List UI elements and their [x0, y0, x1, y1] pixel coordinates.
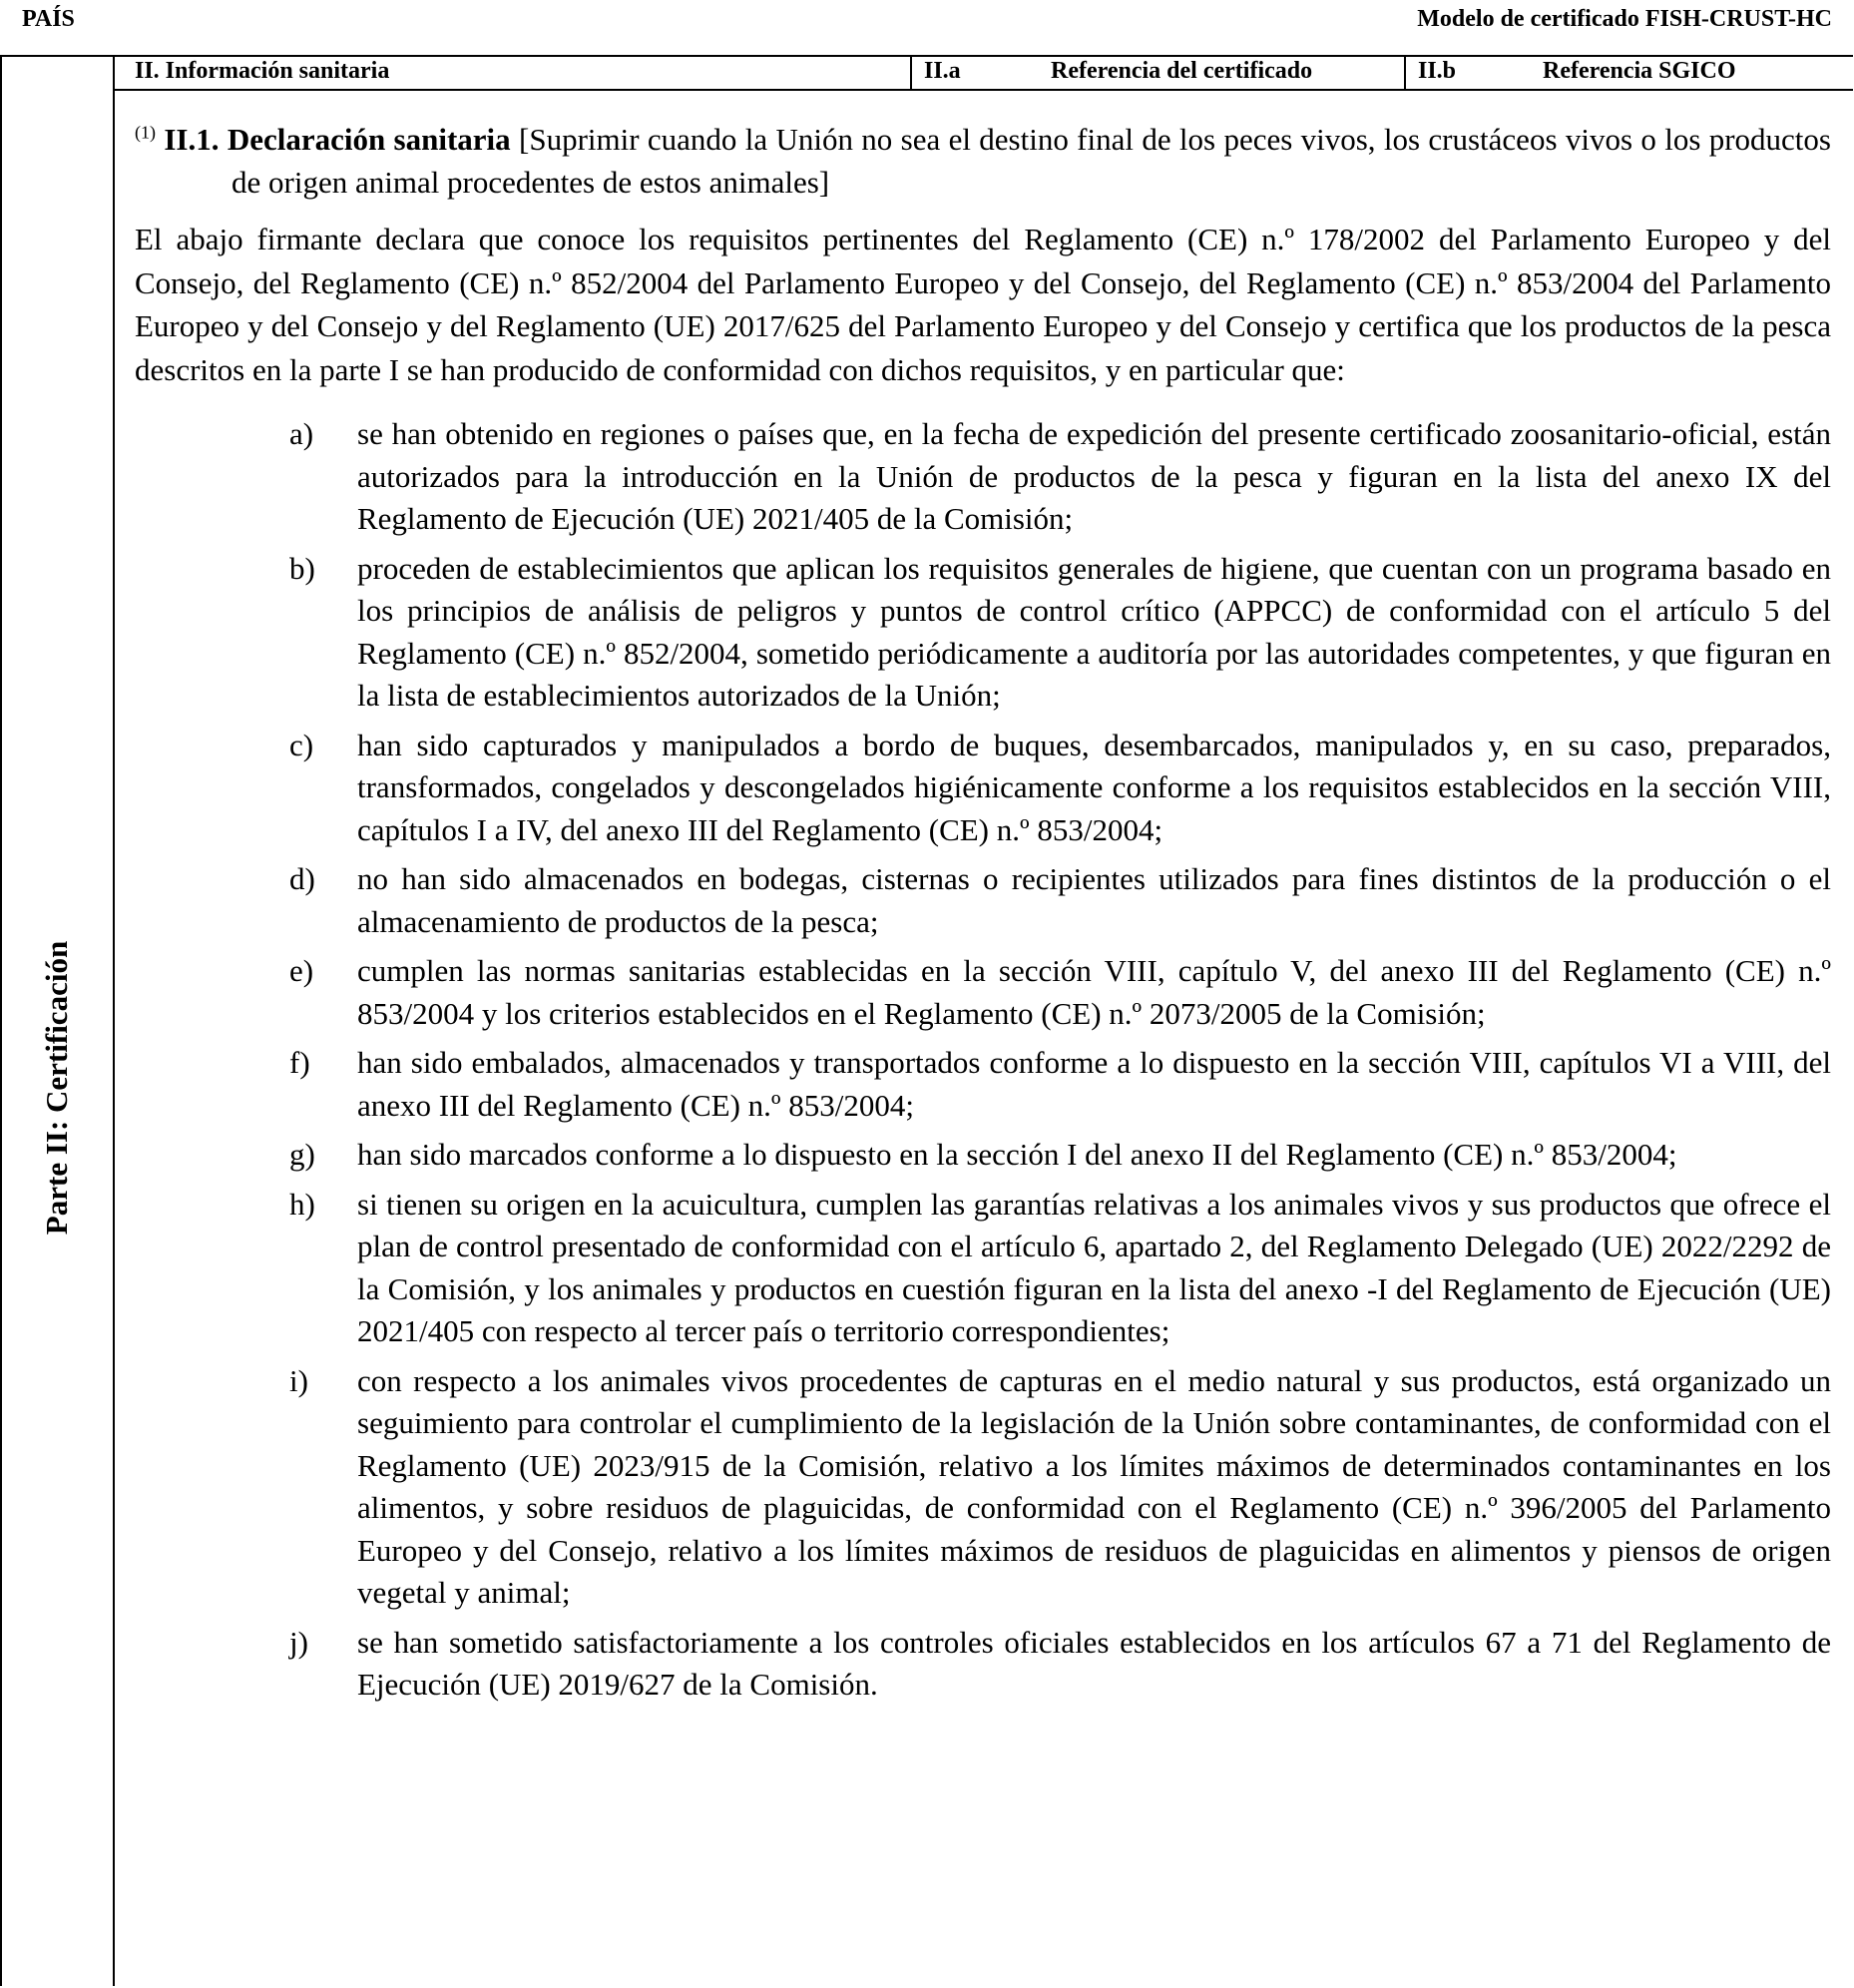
declaration-intro: El abajo firmante declara que conoce los requisitos pertinentes del Reglamento (CE) n.º 178/2002 del Parlamento Europeo y del Consejo, del Reglamento (CE) n.º 852/2004 del Parlamento Europeo y del Consejo, del Reglamento (CE) n.º 853/2004 del Parlamento Europeo y del Consejo y del Reglamento (UE) 2017/625 del Parlamento Europeo y del Consejo y certifica que los productos de la pesca descritos en la parte I se han producido de conformidad con dichos requisitos, y en particular que:	[135, 222, 1831, 387]
declaration-number: II.1.	[164, 122, 220, 157]
item-marker: g)	[289, 1137, 315, 1172]
item-text: han sido embalados, almacenados y transportados conforme a lo dispuesto en la sección VIII, capítulos VI a VIII, del anexo III del Reglamento (CE) n.º 853/2004;	[357, 1045, 1831, 1123]
side-label-column	[0, 55, 113, 1986]
declaration-title: Declaración sanitaria	[227, 122, 511, 157]
box-b-label: Referencia SGICO	[1543, 58, 1736, 84]
box-a-code: II.a	[924, 58, 961, 84]
certificate-content	[135, 118, 1831, 1723]
item-text: han sido marcados conforme a lo dispuesto en la sección I del anexo II del Reglamento (CE) n.º 853/2004;	[357, 1137, 1677, 1172]
list-item	[135, 1042, 1831, 1127]
section-header-row	[115, 55, 1853, 91]
list-item	[135, 950, 1831, 1035]
list-item	[135, 1360, 1831, 1615]
item-marker: b)	[289, 550, 315, 586]
sgico-reference-box	[1404, 55, 1853, 89]
item-text: se han obtenido en regiones o países que, en la fecha de expedición del presente certificado zoosanitario-oficial, están autorizados para la introducción en la Unión de productos de la pesca y figuran en la lista del anexo IX del Reglamento de Ejecución (UE) 2021/405 de la Comisión;	[357, 416, 1831, 536]
certificate-reference-box	[910, 55, 1404, 89]
certificate-model-label: Modelo de certificado FISH-CRUST-HC	[1417, 6, 1832, 32]
requirements-list	[135, 413, 1831, 1707]
country-label: PAÍS	[22, 6, 75, 32]
side-column-divider	[113, 55, 115, 1986]
list-item	[135, 413, 1831, 541]
section-title: II. Información sanitaria	[135, 58, 390, 84]
item-marker: f)	[289, 1045, 310, 1080]
declaration-heading	[135, 118, 1831, 204]
list-item	[135, 1134, 1831, 1177]
item-text: con respecto a los animales vivos procedentes de capturas en el medio natural y sus productos, está organizado un seguimiento para controlar el cumplimiento de la legislación de la Unión sobre contaminantes, de conformidad con el Reglamento (UE) 2023/915 de la Comisión, relativo a los límites máximos de determinados contaminantes en los alimentos, y sobre residuos de plaguicidas, de conformidad con el Reglamento (CE) n.º 396/2005 del Parlamento Europeo y del Consejo, relativo a los límites máximos de residuos de plaguicidas en alimentos y piensos de origen vegetal y animal;	[357, 1362, 1831, 1610]
item-marker: c)	[289, 727, 314, 762]
item-text: cumplen las normas sanitarias establecidas en la sección VIII, capítulo V, del anexo III del Reglamento (CE) n.º 853/2004 y los criterios establecidos en el Reglamento (CE) n.º 2073/2005 de la Comisión;	[357, 953, 1831, 1031]
list-item	[135, 1184, 1831, 1353]
box-a-label: Referencia del certificado	[1051, 58, 1313, 84]
footnote-marker: (1)	[135, 122, 156, 143]
list-item	[135, 1622, 1831, 1707]
item-marker: d)	[289, 861, 315, 896]
item-marker: i)	[289, 1362, 308, 1398]
list-item	[135, 548, 1831, 718]
item-marker: h)	[289, 1186, 315, 1222]
item-marker: a)	[289, 416, 314, 451]
item-text: han sido capturados y manipulados a bordo de buques, desembarcados, manipulados y, en su caso, preparados, transformados, congelados y descongelados higiénicamente conforme a los requisitos establecidos en la sección VIII, capítulos I a IV, del anexo III del Reglamento (CE) n.º 853/2004;	[357, 727, 1831, 847]
item-text: no han sido almacenados en bodegas, cisternas o recipientes utilizados para fines distintos de la producción o el almacenamiento de productos de la pesca;	[357, 861, 1831, 939]
list-item	[135, 725, 1831, 852]
declaration-note: [Suprimir cuando la Unión no sea el destino final de los peces vivos, los crustáceos vivos o los productos de origen animal procedentes de estos animales]	[232, 122, 1831, 200]
list-item	[135, 858, 1831, 943]
item-marker: e)	[289, 953, 314, 988]
item-text: si tienen su origen en la acuicultura, cumplen las garantías relativas a los animales vivos y sus productos que ofrece el plan de control presentado de conformidad con el artículo 6, apartado 2, del Reglamento Delegado (UE) 2022/2292 de la Comisión, y los animales y productos en cuestión figuran en la lista del anexo -I del Reglamento de Ejecución (UE) 2021/405 con respecto al tercer país o territorio correspondientes;	[357, 1186, 1831, 1348]
box-b-code: II.b	[1418, 58, 1457, 84]
item-marker: j)	[289, 1624, 308, 1660]
item-text: se han sometido satisfactoriamente a los controles oficiales establecidos en los artículos 67 a 71 del Reglamento de Ejecución (UE) 2019/627 de la Comisión.	[357, 1624, 1831, 1702]
part-ii-certification-label: Parte II: Certificación	[39, 940, 74, 1236]
item-text: proceden de establecimientos que aplican los requisitos generales de higiene, que cuentan con un programa basado en los principios de análisis de peligros y puntos de control crítico (APPCC) de conformidad con el artículo 5 del Reglamento (CE) n.º 852/2004, sometido periódicamente a auditoría por las autoridades competentes, y que figuran en la lista de establecimientos autorizados de la Unión;	[357, 550, 1831, 713]
